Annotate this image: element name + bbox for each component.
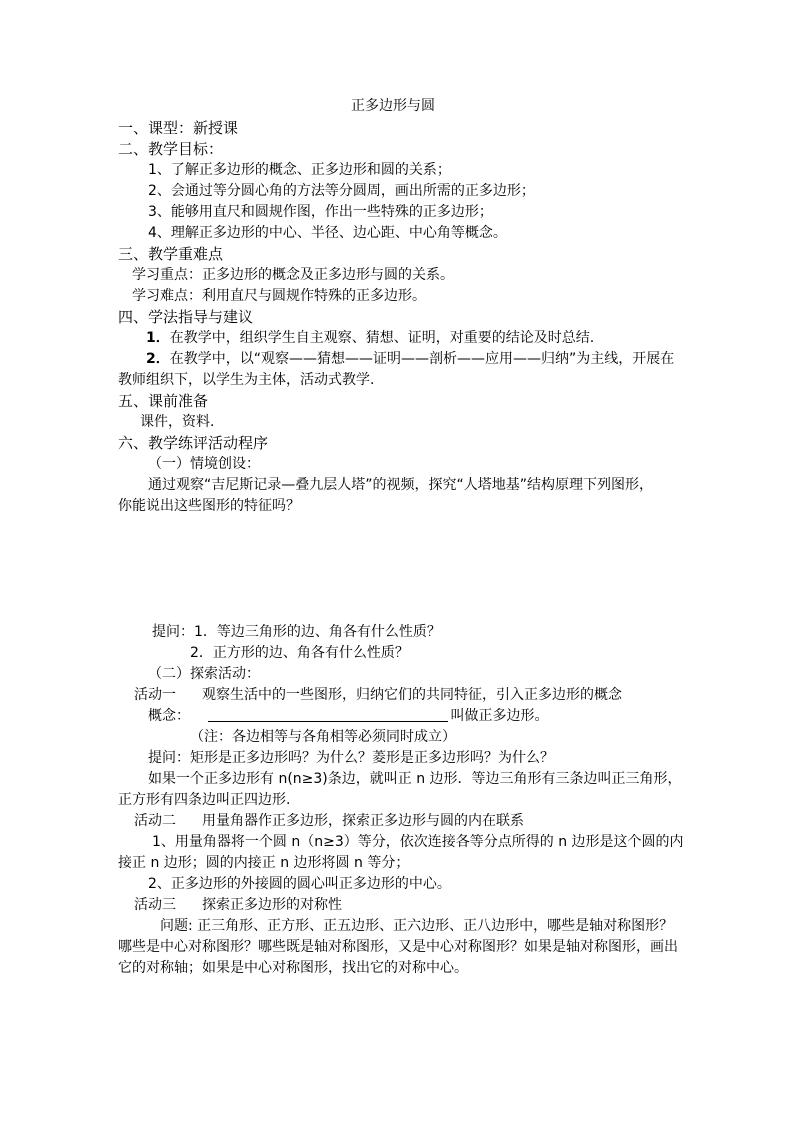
activity-2-point-1b: 接正 n 边形；圆的内接正 n 边形将圆 n 等分； <box>118 855 410 871</box>
activity-3-label: 活动三 <box>134 897 176 913</box>
activity-2-point-2: 2、正多边形的外接圆的圆心叫正多边形的中心。 <box>148 876 451 892</box>
activity-3-text: 探索正多边形的对称性 <box>202 897 342 913</box>
activity-2-point-1a: 1、用量角器将一个圆 n（n≥3）等分，依次连接各等分点所得的 n 边形是这个圆的内 <box>152 834 684 850</box>
scenario-text-b: 你能说出这些图形的特征吗？ <box>118 498 300 514</box>
problem-text-a: 问题: 正三角形、正方形、正五边形、正六边形、正八边形中，哪些是轴对称图形？ <box>160 918 674 934</box>
objective-item-4: 4、理解正多边形的中心、半径、边心距、中心角等概念。 <box>148 225 507 241</box>
definition-text-b: 正方形有四条边叫正四边形. <box>118 792 291 808</box>
concept-label: 概念： <box>148 708 190 724</box>
activity-1-label: 活动一 <box>134 687 176 703</box>
activity-3 <box>134 895 342 915</box>
method-paragraph-1 <box>146 328 594 348</box>
concept-tail: 叫做正多边形。 <box>450 708 549 724</box>
page-title: 正多边形与圆 <box>351 98 435 114</box>
question-polygon: 提问：矩形是正多边形吗？为什么？菱形是正多边形吗？为什么？ <box>148 750 554 766</box>
objective-item-2: 2、会通过等分圆心角的方法等分圆周，画出所需的正多边形； <box>148 183 535 199</box>
objective-item-3: 3、能够用直尺和圆规作图，作出一些特殊的正多边形； <box>148 204 493 220</box>
section-preparation-heading: 五、课前准备 <box>118 392 209 410</box>
problem-text-c: 它的对称轴；如果是中心对称图形，找出它的对称中心。 <box>118 960 468 976</box>
concept-line <box>148 706 548 726</box>
question-1: 提问：1．等边三角形的边、角各有什么性质？ <box>152 624 441 640</box>
section-objectives-heading: 二、教学目标： <box>118 140 224 158</box>
method-number-1: 1． <box>146 330 170 346</box>
question-2: 2．正方形的边、角各有什么性质？ <box>190 645 409 661</box>
method-number-2: 2． <box>146 351 170 367</box>
section-key-points-heading: 三、教学重难点 <box>118 245 224 263</box>
concept-blank[interactable] <box>208 707 448 722</box>
preparation-text: 课件，资料. <box>140 414 215 430</box>
subsection-exploration: （二）探索活动： <box>148 666 260 682</box>
scenario-text-a: 通过观察“吉尼斯记录—叠九层人塔”的视频，探究“人塔地基”结构原理下列图形， <box>148 477 654 493</box>
method-text-2b: 教师组织下，以学生为主体，活动式教学. <box>118 372 375 388</box>
problem-text-b: 哪些是中心对称图形？哪些既是轴对称图形，又是中心对称图形？如果是轴对称图形，画出 <box>118 939 678 955</box>
concept-note: （注：各边相等与各角相等必须同时成立） <box>190 729 456 745</box>
subsection-scenario: （一）情境创设： <box>148 456 260 472</box>
activity-1 <box>134 685 622 705</box>
section-method-heading: 四、学法指导与建议 <box>118 308 254 326</box>
activity-2-label: 活动二 <box>134 813 176 829</box>
key-point: 学习重点：正多边形的概念及正多边形与圆的关系。 <box>132 267 454 283</box>
definition-text-a: 如果一个正多边形有 n(n≥3)条边，就叫正 n 边形．等边三角形有三条边叫正三角形， <box>148 771 682 787</box>
difficult-point: 学习难点：利用直尺与圆规作特殊的正多边形。 <box>132 288 426 304</box>
method-paragraph-2 <box>146 349 674 369</box>
activity-2-text: 用量角器作正多边形，探索正多边形与圆的内在联系 <box>202 813 524 829</box>
objective-item-1: 1、了解正多边形的概念、正多边形和圆的关系； <box>148 162 451 178</box>
activity-2 <box>134 811 524 831</box>
method-text-1: 在教学中，组织学生自主观察、猜想、证明，对重要的结论及时总结. <box>169 330 595 346</box>
section-lesson-type: 一、课型：新授课 <box>118 119 239 137</box>
activity-1-text: 观察生活中的一些图形，归纳它们的共同特征，引入正多边形的概念 <box>202 687 622 703</box>
section-procedure-heading: 六、教学练评活动程序 <box>118 434 269 452</box>
method-text-2a: 在教学中，以“观察——猜想——证明——剖析——应用——归纳”为主线，开展在 <box>169 351 675 367</box>
